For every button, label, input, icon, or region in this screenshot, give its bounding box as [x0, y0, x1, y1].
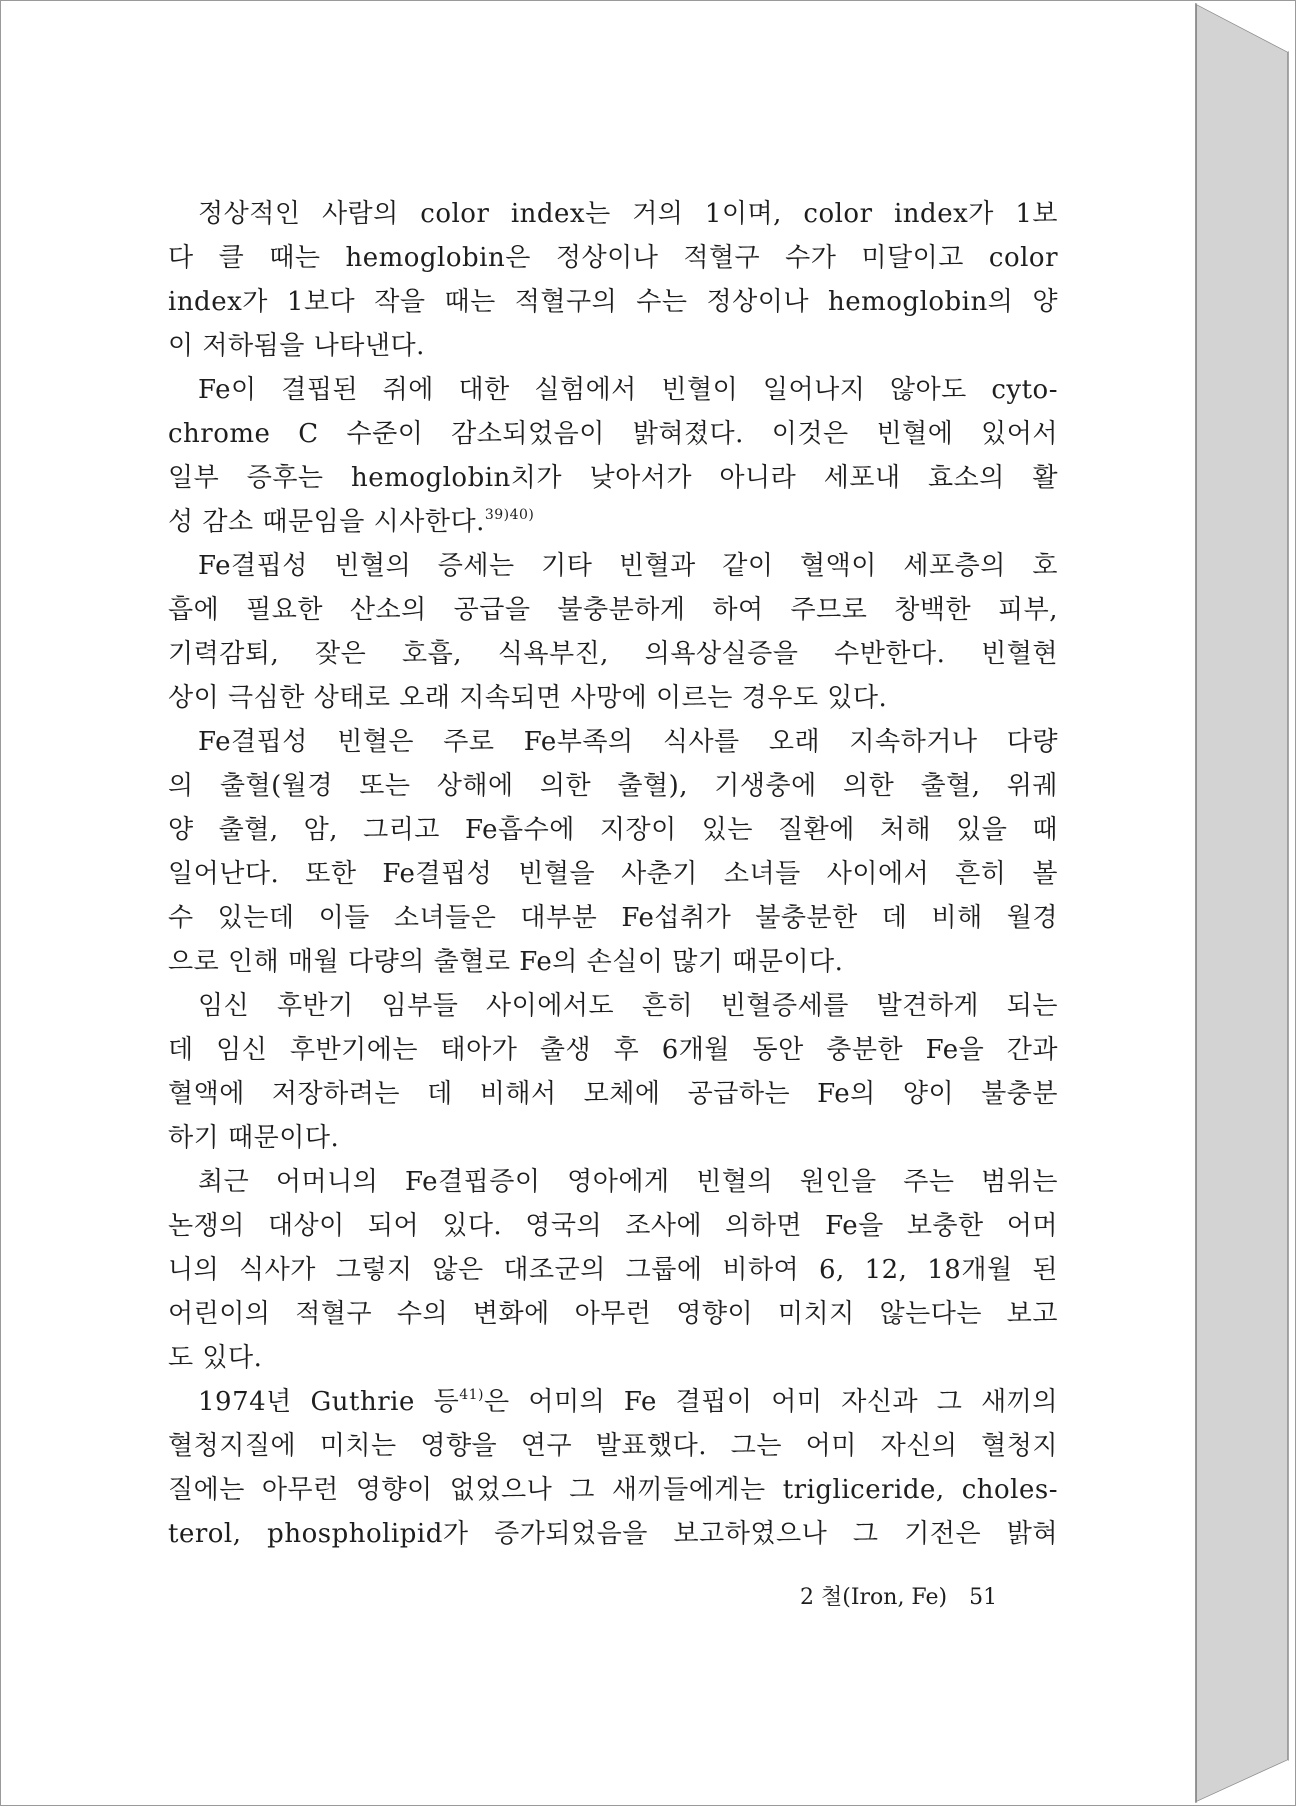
- text-line: 니의 식사가 그렇지 않은 대조군의 그룹에 비하여 6, 12, 18개월 된: [168, 1255, 1058, 1285]
- text-line: 혈청지질에 미치는 영향을 연구 발표했다. 그는 어미 자신의 혈청지: [168, 1431, 1058, 1461]
- text-line: 이 저하됨을 나타낸다.: [168, 331, 425, 361]
- text-line: 일어난다. 또한 Fe결핍성 빈혈을 사춘기 소녀들 사이에서 흔히 볼: [168, 859, 1058, 889]
- paragraph-4: [168, 720, 1058, 984]
- page-number: 51: [969, 1585, 998, 1610]
- text-line: 혈액에 저장하려는 데 비해서 모체에 공급하는 Fe의 양이 불충분: [168, 1079, 1058, 1109]
- text-line: 양 출혈, 암, 그리고 Fe흡수에 지장이 있는 질환에 처해 있을 때: [168, 815, 1058, 845]
- paragraph-6: [168, 1160, 1058, 1380]
- text-line: 어린이의 적혈구 수의 변화에 아무런 영향이 미치지 않는다는 보고: [168, 1299, 1058, 1329]
- text-line: 최근 어머니의 Fe결핍증이 영아에게 빈혈의 원인을 주는 범위는: [198, 1167, 1058, 1197]
- text-line: 일부 증후는 hemoglobin치가 낮아서가 아니라 세포내 효소의 활: [168, 463, 1058, 493]
- paragraph-2: [168, 368, 1058, 544]
- text-line: 으로 인해 매월 다량의 출혈로 Fe의 손실이 많기 때문이다.: [168, 947, 844, 977]
- text-line: 수 있는데 이들 소녀들은 대부분 Fe섭취가 불충분한 데 비해 월경: [168, 903, 1058, 933]
- reference-marker: 39)40): [484, 507, 535, 523]
- paragraph-3: [168, 544, 1058, 720]
- text-line: terol, phospholipid가 증가되었음을 보고하였으나 그 기전은 밝혀: [168, 1519, 1058, 1549]
- text-line: Fe이 결핍된 쥐에 대한 실험에서 빈혈이 일어나지 않아도 cyto-: [198, 375, 1058, 405]
- reference-marker: 41): [459, 1387, 484, 1403]
- text-line: 상이 극심한 상태로 오래 지속되면 사망에 이르는 경우도 있다.: [168, 683, 888, 713]
- text-line: 임신 후반기 임부들 사이에서도 흔히 빈혈증세를 발견하게 되는: [198, 991, 1058, 1021]
- text-line: 기력감퇴, 잦은 호흡, 식욕부진, 의욕상실증을 수반한다. 빈혈현: [168, 639, 1058, 669]
- paragraph-7: [168, 1380, 1058, 1556]
- running-footer-chapter: 2 철(Iron, Fe): [800, 1585, 948, 1610]
- text-line: 의 출혈(월경 또는 상해에 의한 출혈), 기생충에 의한 출혈, 위궤: [168, 771, 1058, 801]
- text-line: [168, 500, 1058, 544]
- text-line: chrome C 수준이 감소되었음이 밝혀졌다. 이것은 빈혈에 있어서: [168, 419, 1058, 449]
- body-text: [168, 192, 1058, 1556]
- text-line: [168, 1380, 1058, 1424]
- text-line: 질에는 아무런 영향이 없었으나 그 새끼들에게는 trigliceride, choles-: [168, 1475, 1058, 1505]
- page-footer: [800, 1580, 997, 1611]
- text-line: 정상적인 사람의 color index는 거의 1이며, color index가 1보: [198, 199, 1058, 229]
- text-line: 도 있다.: [168, 1343, 263, 1373]
- paragraph-1: [168, 192, 1058, 368]
- paragraph-5: [168, 984, 1058, 1160]
- text-line: 다 클 때는 hemoglobin은 정상이나 적혈구 수가 미달이고 color: [168, 243, 1058, 273]
- line-text-tail: 은 어미의 Fe 결핍이 어미 자신과 그 새끼의: [484, 1387, 1058, 1417]
- text-line: 논쟁의 대상이 되어 있다. 영국의 조사에 의하면 Fe을 보충한 어머: [168, 1211, 1058, 1241]
- line-text: 성 감소 때문임을 시사한다.: [168, 507, 485, 537]
- text-line: 데 임신 후반기에는 태아가 출생 후 6개월 동안 충분한 Fe을 간과: [168, 1035, 1058, 1065]
- line-text: 1974년 Guthrie 등: [198, 1387, 460, 1417]
- text-line: 하기 때문이다.: [168, 1123, 340, 1153]
- text-line: Fe결핍성 빈혈은 주로 Fe부족의 식사를 오래 지속하거나 다량: [198, 727, 1058, 757]
- text-line: index가 1보다 작을 때는 적혈구의 수는 정상이나 hemoglobin의 양: [168, 287, 1058, 317]
- text-line: 흡에 필요한 산소의 공급을 불충분하게 하여 주므로 창백한 피부,: [168, 595, 1058, 625]
- text-line: Fe결핍성 빈혈의 증세는 기타 빈혈과 같이 혈액이 세포층의 호: [198, 551, 1058, 581]
